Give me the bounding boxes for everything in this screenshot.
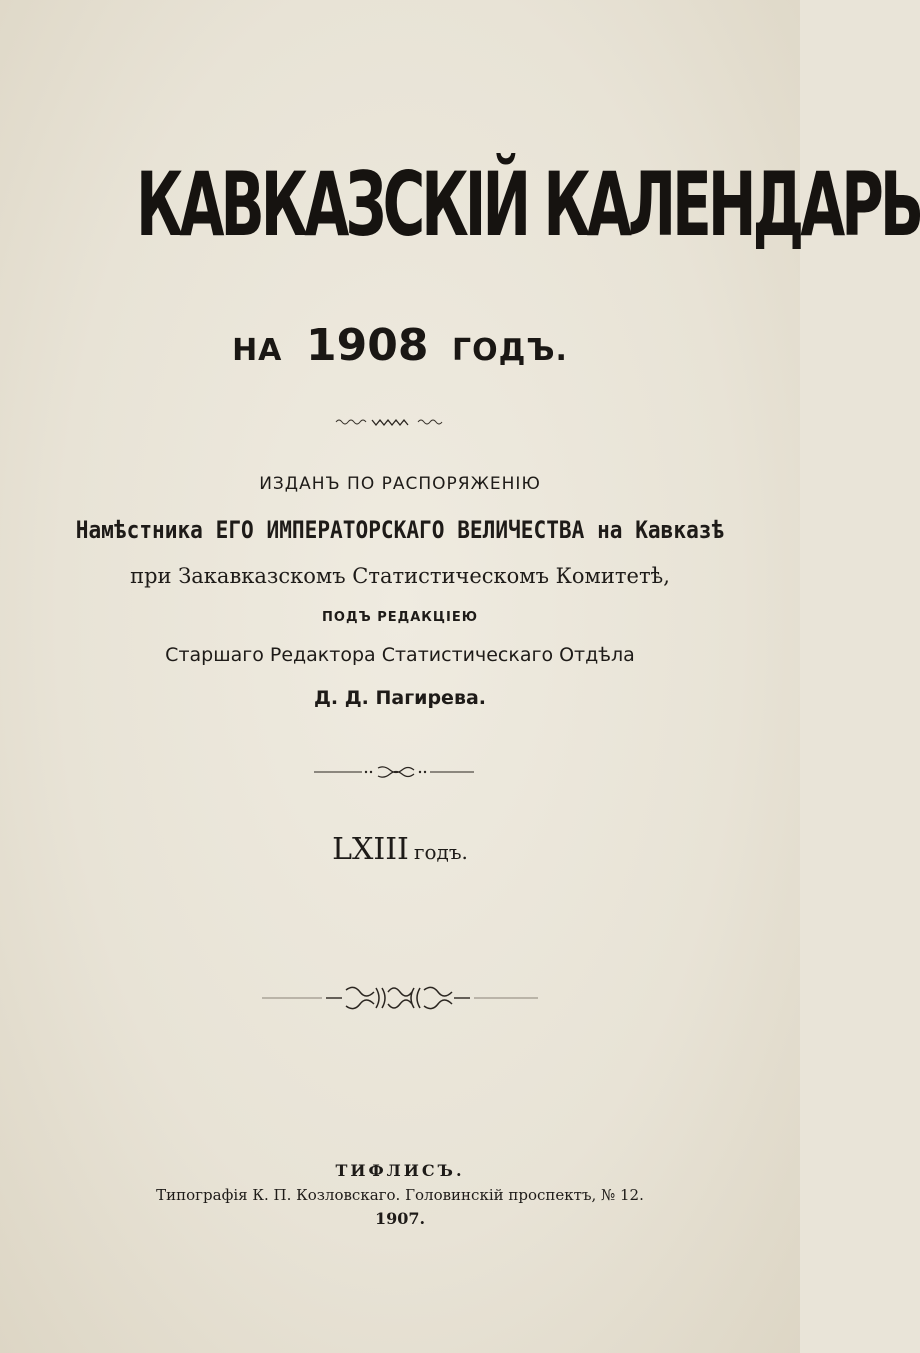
large-ornament [0,980,800,1016]
published-by-order: ИЗДАНЪ ПО РАСПОРЯЖЕНІЮ [259,474,541,494]
year-heading [0,318,800,383]
small-wavy-ornament [0,414,800,430]
imprint-city: ТИФЛИСЪ. [335,1161,465,1180]
calendar-title: КАВКАЗСКІЙ КАЛЕНДАРЬ [136,153,920,256]
year-prefix: НА [232,333,283,368]
edited-by-label: ПОДЪ РЕДАКЦІЕЮ [322,610,478,625]
year-suffix: ГОДЪ. [452,333,568,368]
edition-roman: LXIII [332,832,409,867]
year-number: 1908 [305,320,429,371]
editor-name: Д. Д. Пагирева. [313,687,487,709]
edition-year [0,830,800,874]
imprint-printer: Типографія К. П. Козловскаго. Головинскій проспектъ, № 12. [156,1186,644,1204]
imprint-year: 1907. [374,1209,426,1228]
committee-line: при Закавказскомъ Статистическомъ Комитетѣ, [130,564,670,588]
middle-ornament [0,762,800,782]
edition-suffix: годъ. [414,840,468,864]
viceroy-line: Намѣстника ЕГО ИМПЕРАТОРСКАГО ВЕЛИЧЕСТВА на Кавказѣ [75,516,725,544]
editor-position: Старшаго Редактора Статистическаго Отдѣла [165,644,635,666]
